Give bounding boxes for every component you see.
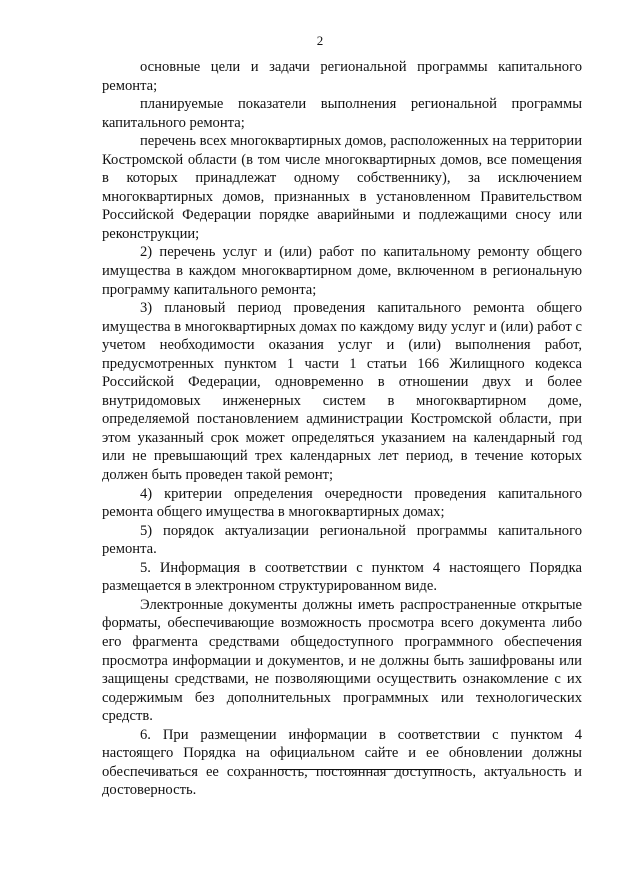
- closing-divider-line: [278, 769, 442, 770]
- paragraph: 6. При размещении информации в соответствии с пунктом 4 настоящего Порядка на официальном сайте и ее обновлении должны обеспечиваться ее сохранность, постоянная доступность, актуальность и достоверность.: [102, 726, 582, 799]
- paragraph: 3) плановый период проведения капитального ремонта общего имущества в многоквартирных домах по каждому виду услуг и (или) работ с учетом необходимости оказания услуг и (или) выполнения работ, предусмотренных пунктом 1 части 1 статьи 166 Жилищного кодекса Российской Федерации, одновременно в отношении двух и более внутридомовых инженерных систем в многоквартирном доме, определяемой постановлением администрации Костромской области, при этом указанный срок может определяться указанием на календарный год или не превышающий трех календарных лет период, в течение которых должен быть проведен такой ремонт;: [102, 300, 582, 484]
- paragraph: 2) перечень услуг и (или) работ по капитальному ремонту общего имущества в каждом многоквартирном доме, включенном в региональную программу капитального ремонта;: [102, 244, 582, 298]
- document-body: [102, 58, 582, 800]
- paragraph: перечень всех многоквартирных домов, расположенных на территории Костромской области (в том числе многоквартирных домов, все помещения в которых принадлежат одному собственнику), за исключением многоквартирных домов, признанных в установленном Правительством Российской Федерации порядке аварийными и подлежащими сносу или реконструкции;: [102, 133, 582, 242]
- paragraph: 5. Информация в соответствии с пунктом 4 настоящего Порядка размещается в электронном структурированном виде.: [102, 559, 582, 595]
- paragraph: Электронные документы должны иметь распространенные открытые форматы, обеспечивающие возможность просмотра всего документа либо его фрагмента средствами общедоступного программного обеспечения просмотра информации и документов, и не должны быть зашифрованы или защищены средствами, не позволяющими осуществить ознакомление с их содержимым без дополнительных программных или технологических средств.: [102, 596, 582, 725]
- paragraph: основные цели и задачи региональной программы капитального ремонта;: [102, 59, 582, 94]
- paragraph: 4) критерии определения очередности проведения капитального ремонта общего имущества в многоквартирных домах;: [102, 485, 582, 521]
- page-number: 2: [316, 33, 324, 48]
- paragraph: 5) порядок актуализации региональной программы капитального ремонта.: [102, 522, 582, 558]
- paragraph: планируемые показатели выполнения региональной программы капитального ремонта;: [102, 96, 582, 131]
